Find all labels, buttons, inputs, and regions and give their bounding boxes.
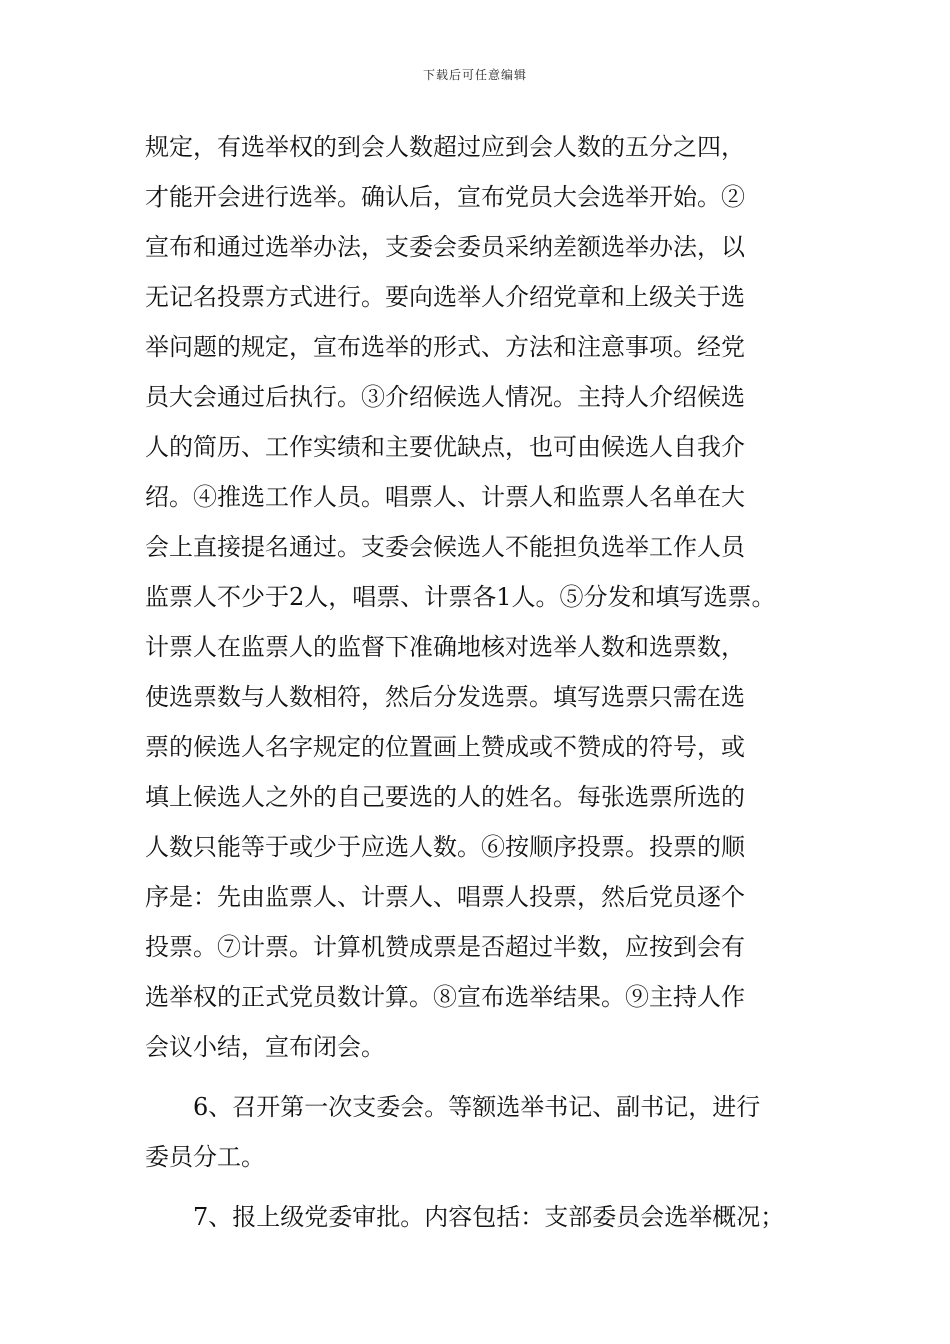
text-line: 填上候选人之外的自己要选的人的姓名。每张选票所选的 bbox=[145, 783, 745, 811]
text-line: 员大会通过后执行。③介绍候选人情况。主持人介绍候选 bbox=[145, 383, 745, 411]
text-line: 监票人不少于2人，唱票、计票各1人。⑤分发和填写选票。 bbox=[145, 583, 776, 611]
text-line: 序是：先由监票人、计票人、唱票人投票，然后党员逐个 bbox=[145, 883, 745, 911]
paragraph-6-line: 委员分工。 bbox=[145, 1143, 265, 1171]
text-line: 宣布和通过选举办法，支委会委员采纳差额选举办法，以 bbox=[145, 233, 745, 261]
text-line: 举问题的规定，宣布选举的形式、方法和注意事项。经党 bbox=[145, 333, 745, 361]
text-line: 人的简历、工作实绩和主要优缺点，也可由候选人自我介 bbox=[145, 433, 745, 461]
text-line: 才能开会进行选举。确认后，宣布党员大会选举开始。② bbox=[145, 183, 745, 211]
text-line: 无记名投票方式进行。要向选举人介绍党章和上级关于选 bbox=[145, 283, 745, 311]
text-line: 绍。④推选工作人员。唱票人、计票人和监票人名单在大 bbox=[145, 483, 745, 511]
paragraph-gap bbox=[145, 1072, 825, 1082]
text-line: 使选票数与人数相符，然后分发选票。填写选票只需在选 bbox=[145, 683, 745, 711]
page-header: 下载后可任意编辑 bbox=[422, 68, 527, 82]
document-body bbox=[145, 122, 825, 1242]
text-line: 规定，有选举权的到会人数超过应到会人数的五分之四， bbox=[145, 133, 745, 161]
paragraph-gap bbox=[145, 1182, 825, 1192]
text-line: 选举权的正式党员数计算。⑧宣布选举结果。⑨主持人作 bbox=[145, 983, 745, 1011]
paragraph-6-line: 6、召开第一次支委会。等额选举书记、副书记，进行 bbox=[193, 1093, 761, 1121]
text-line: 会议小结，宣布闭会。 bbox=[145, 1033, 385, 1061]
paragraph-7-line: 7、报上级党委审批。内容包括：支部委员会选举概况； bbox=[193, 1203, 785, 1231]
text-line: 会上直接提名通过。支委会候选人不能担负选举工作人员 bbox=[145, 533, 745, 561]
text-line: 投票。⑦计票。计算机赞成票是否超过半数，应按到会有 bbox=[145, 933, 745, 961]
text-line: 票的候选人名字规定的位置画上赞成或不赞成的符号，或 bbox=[145, 733, 745, 761]
text-line: 计票人在监票人的监督下准确地核对选举人数和选票数， bbox=[145, 633, 745, 661]
text-line: 人数只能等于或少于应选人数。⑥按顺序投票。投票的顺 bbox=[145, 833, 745, 861]
